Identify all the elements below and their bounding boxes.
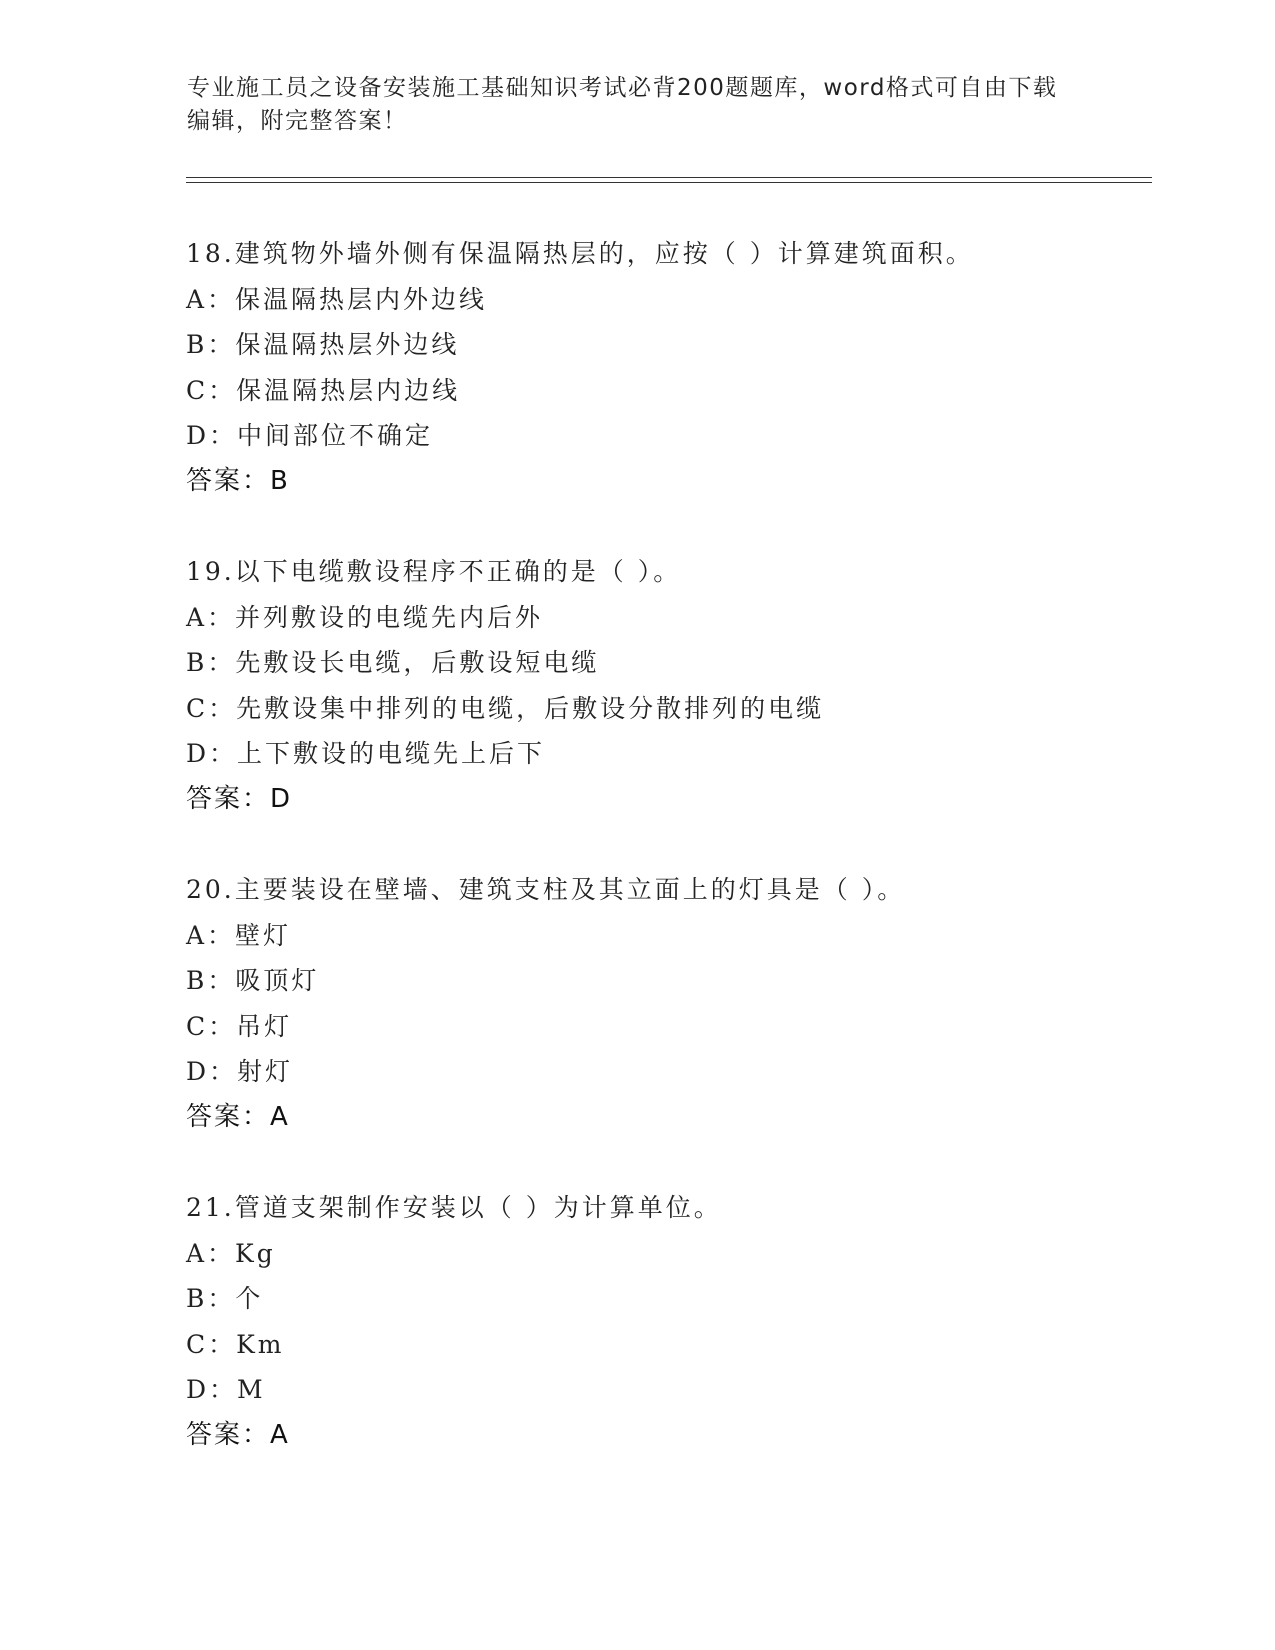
option-d: D：M bbox=[186, 1375, 266, 1404]
option-b: B：保温隔热层外边线 bbox=[186, 330, 460, 359]
option-c: C：先敷设集中排列的电缆，后敷设分散排列的电缆 bbox=[186, 693, 825, 723]
option-a: A：并列敷设的电缆先内后外 bbox=[186, 602, 544, 632]
answer-label: 答案：D bbox=[186, 783, 293, 814]
header-divider-top bbox=[186, 177, 1152, 178]
header-title-line-2: 编辑，附完整答案！ bbox=[187, 108, 408, 134]
option-d: D：中间部位不确定 bbox=[186, 421, 434, 450]
option-a: A：Kg bbox=[186, 1238, 276, 1268]
option-b: B：个 bbox=[186, 1284, 264, 1313]
question-18 bbox=[186, 231, 1186, 504]
option-d: D：射灯 bbox=[186, 1057, 294, 1086]
answer-label: 答案：A bbox=[186, 1419, 290, 1450]
option-c: C：Km bbox=[186, 1329, 285, 1359]
option-b: B：吸顶灯 bbox=[186, 966, 320, 995]
question-stem: 20.主要装设在壁墙、建筑支柱及其立面上的灯具是（ ）。 bbox=[186, 875, 906, 904]
answer-label: 答案：B bbox=[186, 465, 290, 496]
option-a: A：壁灯 bbox=[186, 920, 292, 950]
question-21 bbox=[186, 1185, 1186, 1458]
option-a: A：保温隔热层内外边线 bbox=[186, 284, 488, 314]
question-19 bbox=[186, 549, 1186, 822]
document-header bbox=[187, 72, 1087, 138]
header-divider-bottom bbox=[186, 182, 1152, 183]
question-stem: 19.以下电缆敷设程序不正确的是（ ）。 bbox=[186, 557, 682, 586]
question-stem: 21.管道支架制作安装以（ ）为计算单位。 bbox=[186, 1193, 722, 1222]
question-stem: 18.建筑物外墙外侧有保温隔热层的，应按（ ）计算建筑面积。 bbox=[186, 239, 974, 268]
option-c: C：吊灯 bbox=[186, 1011, 293, 1041]
option-d: D：上下敷设的电缆先上后下 bbox=[186, 739, 546, 768]
option-c: C：保温隔热层内边线 bbox=[186, 375, 461, 405]
question-20 bbox=[186, 867, 1186, 1140]
answer-label: 答案：A bbox=[186, 1101, 290, 1132]
header-title-line-1: 专业施工员之设备安装施工基础知识考试必背200题题库，word格式可自由下载 bbox=[187, 75, 1058, 101]
option-b: B：先敷设长电缆，后敷设短电缆 bbox=[186, 648, 600, 677]
